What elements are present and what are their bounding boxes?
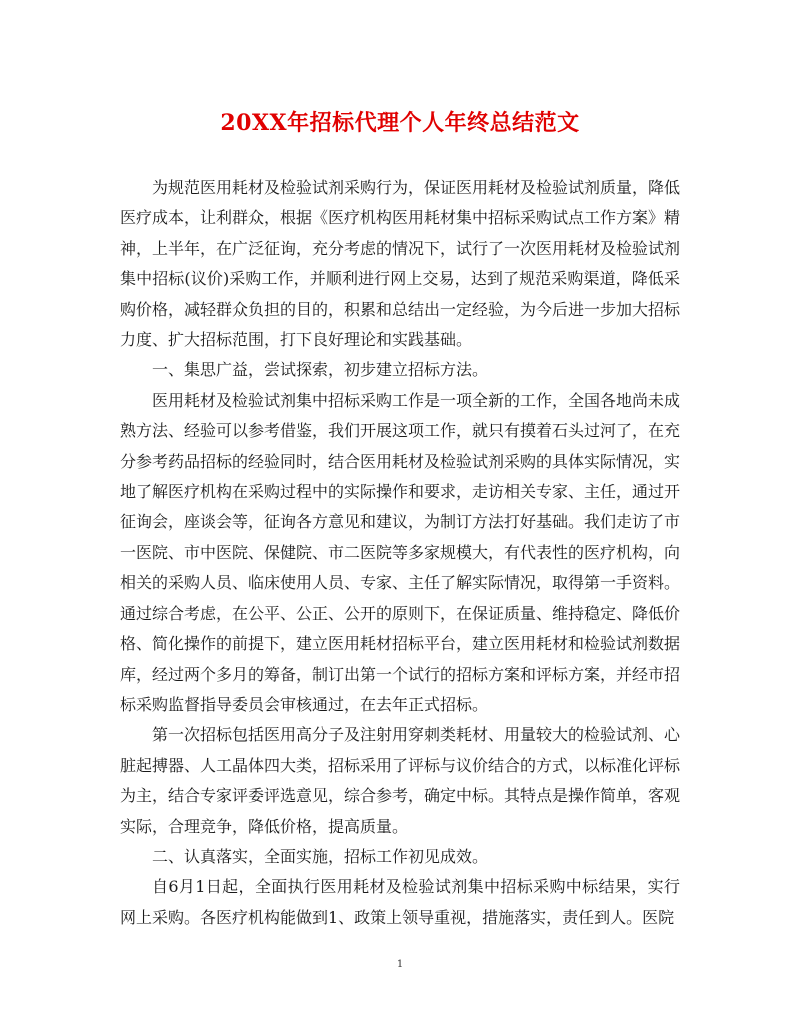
document-body <box>120 173 680 933</box>
paragraph-section-2-body: 自6月1日起，全面执行医用耗材及检验试剂集中招标采购中标结果，实行网上采购。各医疗机构能做到1、政策上领导重视，措施落实，责任到人。医院 <box>120 877 680 927</box>
section-heading-1: 一、集思广益，尝试探索，初步建立招标方法。 <box>152 360 489 380</box>
paragraph-first-tender: 第一次招标包括医用高分子及注射用穿刺类耗材、用量较大的检验试剂、心脏起搏器、人工晶体四大类，招标采用了评标与议价结合的方式，以标准化评标为主，结合专家评委评选意见，综合参考，确定中标。其特点是操作简单，客观实际，合理竞争，降低价格，提高质量。 <box>120 725 681 836</box>
section-heading-2: 二、认真落实，全面实施，招标工作初见成效。 <box>152 846 489 866</box>
paragraph-intro: 为规范医用耗材及检验试剂采购行为，保证医用耗材及检验试剂质量，降低医疗成本，让利群众，根据《医疗机构医用耗材集中招标采购试点工作方案》精神，上半年，在广泛征询，充分考虑的情况下，试行了一次医用耗材及检验试剂集中招标(议价)采购工作，并顺利进行网上交易，达到了规范采购渠道，降低采购价格，减轻群众负担的目的，积累和总结出一定经验，为今后进一步加大招标力度、扩大招标范围，打下良好理论和实践基础。 <box>120 178 681 350</box>
document-title: 20XX年招标代理个人年终总结范文 <box>220 110 580 136</box>
paragraph-section-1-body: 医用耗材及检验试剂集中招标采购工作是一项全新的工作，全国各地尚未成熟方法、经验可以参考借鉴，我们开展这项工作，就只有摸着石头过河了，在充分参考药品招标的经验同时，结合医用耗材及检验试剂采购的具体实际情况，实地了解医疗机构在采购过程中的实际操作和要求，走访相关专家、主任，通过开征询会，座谈会等，征询各方意见和建议，为制订方法打好基础。我们走访了市一医院、市中医院、保健院、市二医院等多家规模大，有代表性的医疗机构，向相关的采购人员、临床使用人员、专家、主任了解实际情况，取得第一手资料。通过综合考虑，在公平、公正、公开的原则下，在保证质量、维持稳定、降低价格、简化操作的前提下，建立医用耗材招标平台，建立医用耗材和检验试剂数据库，经过两个多月的筹备，制订出第一个试行的招标方案和评标方案，并经市招标采购监督指导委员会审核通过，在去年正式招标。 <box>120 390 681 714</box>
page-number: 1 <box>396 959 404 970</box>
